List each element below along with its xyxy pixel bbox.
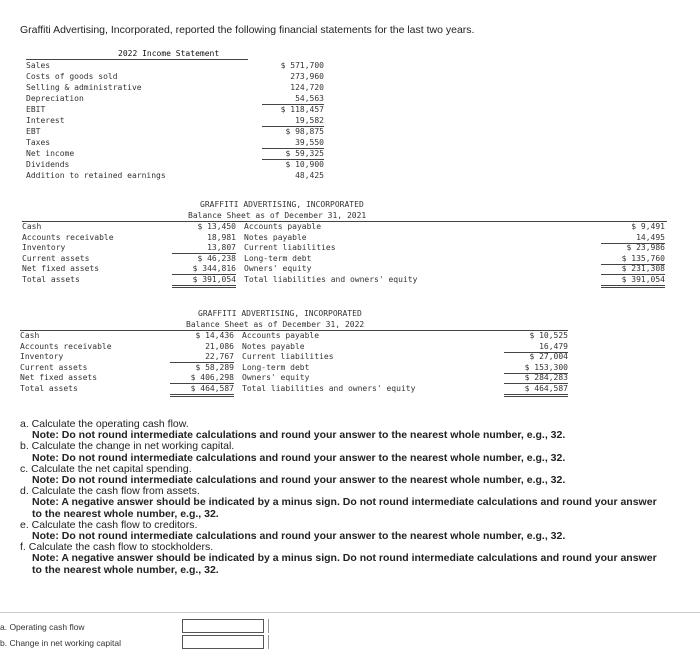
liability-label: Long-term debt [244, 253, 312, 263]
balance-sheet-row [20, 351, 568, 362]
question-item: e. Calculate the cash flow to creditors. [20, 518, 198, 531]
income-row-value: 48,425 [295, 171, 324, 180]
question-item: f. Calculate the cash flow to stockholders. [20, 541, 214, 554]
bs2021-title-company: GRAFFITI ADVERTISING, INCORPORATED [200, 200, 364, 209]
asset-label: Accounts receivable [22, 232, 114, 242]
question-note: Note: A negative answer should be indicated by a minus sign. Do not round intermediate calculations and round your answer to the nearest whole number, e.g., 32. [32, 496, 657, 520]
balance-sheet-row [20, 330, 568, 341]
answer-input[interactable] [182, 619, 264, 633]
asset-value: 21,086 [205, 341, 234, 351]
liability-label: Total liabilities and owners' equity [244, 274, 418, 284]
asset-value: $ 46,238 [197, 253, 236, 263]
asset-label: Current assets [20, 362, 88, 372]
question-item: b. Calculate the change in net working capital. [20, 440, 235, 453]
asset-value: $ 58,289 [195, 362, 234, 372]
liability-value: $ 135,760 [601, 253, 665, 265]
balance-sheet-row [22, 274, 667, 285]
liability-label: Accounts payable [242, 331, 320, 340]
answer-label: b. Change in net working capital [0, 638, 121, 648]
income-row-label: Sales [26, 61, 51, 70]
income-row-value: $ 118,457 [280, 105, 324, 114]
asset-label: Total assets [20, 383, 78, 393]
balance-sheet-row [20, 383, 568, 394]
answer-label: a. Operating cash flow [0, 622, 85, 632]
questions [20, 419, 660, 576]
divider [0, 612, 700, 613]
liability-value: $ 153,300 [504, 362, 568, 374]
liability-label: Owners' equity [244, 264, 312, 273]
balance-sheet-row [20, 362, 568, 373]
income-row-value: 54,563 [262, 93, 324, 105]
liability-label: Long-term debt [242, 362, 310, 372]
asset-label: Total assets [22, 274, 80, 284]
asset-value: $ 464,587 [170, 383, 234, 397]
answer-row [0, 619, 700, 635]
liability-value: $ 27,004 [529, 352, 568, 361]
liability-value: $ 391,054 [601, 274, 665, 288]
income-row-value: $ 59,325 [262, 148, 324, 160]
income-row-value: 19,582 [262, 115, 324, 127]
income-row [26, 82, 336, 93]
bs2022-title-date: Balance Sheet as of December 31, 2022 [186, 320, 365, 329]
liability-value: $ 23,986 [626, 243, 665, 252]
asset-value: $ 344,816 [172, 263, 236, 275]
intro-text: Graffiti Advertising, Incorporated, reported the following financial statements for the last two years. [20, 24, 475, 36]
balance-sheet-row [22, 232, 667, 243]
bs2021-title-date: Balance Sheet as of December 31, 2021 [188, 211, 367, 220]
liability-value: $ 231,308 [601, 263, 665, 275]
balance-sheet-row [20, 341, 568, 352]
income-row-label: EBIT [26, 105, 46, 114]
income-row [26, 115, 336, 126]
income-row [26, 170, 336, 181]
asset-label: Inventory [22, 243, 66, 252]
answer-row [0, 635, 700, 651]
asset-value: 22,767 [170, 351, 234, 363]
income-row-label: Selling & administrative [26, 83, 142, 92]
income-row [26, 60, 336, 71]
asset-label: Inventory [20, 352, 64, 361]
liability-label: Notes payable [244, 232, 307, 242]
income-row-value: 124,720 [290, 83, 324, 92]
balance-sheet-row [22, 221, 667, 232]
answer-cell-edge [268, 619, 269, 633]
asset-label: Net fixed assets [20, 373, 98, 382]
asset-label: Cash [22, 222, 42, 231]
asset-value: $ 391,054 [172, 274, 236, 288]
balance-sheet-row [22, 263, 667, 274]
asset-value: 18,981 [207, 232, 236, 242]
asset-value: 13,807 [172, 242, 236, 254]
asset-label: Accounts receivable [20, 341, 112, 351]
question-note: Note: Do not round intermediate calculations and round your answer to the nearest whole number, e.g., 32. [32, 429, 566, 442]
liability-value: 14,495 [601, 232, 665, 244]
answer-input[interactable] [182, 635, 264, 649]
liability-value: 16,479 [504, 341, 568, 353]
balance-sheet-row [22, 242, 667, 253]
asset-label: Cash [20, 331, 40, 340]
income-row [26, 137, 336, 148]
asset-value: $ 406,298 [170, 372, 234, 384]
answer-cell-edge [268, 635, 269, 649]
income-row-value: $ 98,875 [285, 127, 324, 136]
answer-table [0, 619, 700, 651]
asset-value: $ 13,450 [197, 222, 236, 231]
income-row [26, 148, 336, 159]
income-row [26, 104, 336, 115]
liability-label: Accounts payable [244, 222, 322, 231]
question-note: Note: Do not round intermediate calculations and round your answer to the nearest whole number, e.g., 32. [32, 530, 566, 543]
liability-value: $ 9,491 [631, 222, 665, 231]
income-row [26, 93, 336, 104]
income-row-label: Depreciation [26, 94, 84, 103]
income-row-value: $ 10,900 [285, 160, 324, 169]
liability-label: Current liabilities [244, 243, 336, 252]
income-row-label: EBT [26, 127, 41, 136]
bs2022-title-company: GRAFFITI ADVERTISING, INCORPORATED [198, 309, 362, 318]
balance-sheet-row [22, 253, 667, 264]
asset-label: Current assets [22, 253, 90, 263]
income-row-label: Costs of goods sold [26, 72, 118, 81]
income-row-value: $ 571,700 [280, 61, 324, 70]
balance-sheet-row [20, 372, 568, 383]
income-row [26, 159, 336, 170]
liability-label: Owners' equity [242, 373, 310, 382]
income-row-value: 39,550 [262, 137, 324, 149]
question-item: a. Calculate the operating cash flow. [20, 418, 189, 430]
income-row-label: Net income [26, 149, 75, 158]
question-note: Note: A negative answer should be indicated by a minus sign. Do not round intermediate calculations and round your answer to the nearest whole number, e.g., 32. [32, 552, 657, 576]
income-row-label: Dividends [26, 160, 70, 169]
income-row [26, 71, 336, 82]
liability-value: $ 10,525 [529, 331, 568, 340]
income-row [26, 126, 336, 137]
income-row-value: 273,960 [290, 72, 324, 81]
asset-label: Net fixed assets [22, 264, 100, 273]
question-note: Note: Do not round intermediate calculations and round your answer to the nearest whole number, e.g., 32. [32, 451, 566, 464]
income-statement-title: 2022 Income Statement [118, 49, 220, 58]
question-item: c. Calculate the net capital spending. [20, 462, 192, 475]
liability-label: Current liabilities [242, 352, 334, 361]
income-row-label: Addition to retained earnings [26, 171, 166, 180]
liability-value: $ 464,587 [504, 383, 568, 397]
liability-label: Total liabilities and owners' equity [242, 383, 416, 393]
question-item: d. Calculate the cash flow from assets. [20, 485, 200, 498]
income-row-label: Taxes [26, 138, 51, 147]
question-note: Note: Do not round intermediate calculations and round your answer to the nearest whole number, e.g., 32. [32, 474, 566, 487]
asset-value: $ 14,436 [195, 331, 234, 340]
liability-label: Notes payable [242, 341, 305, 351]
income-row-label: Interest [26, 116, 65, 125]
liability-value: $ 284,283 [504, 372, 568, 384]
